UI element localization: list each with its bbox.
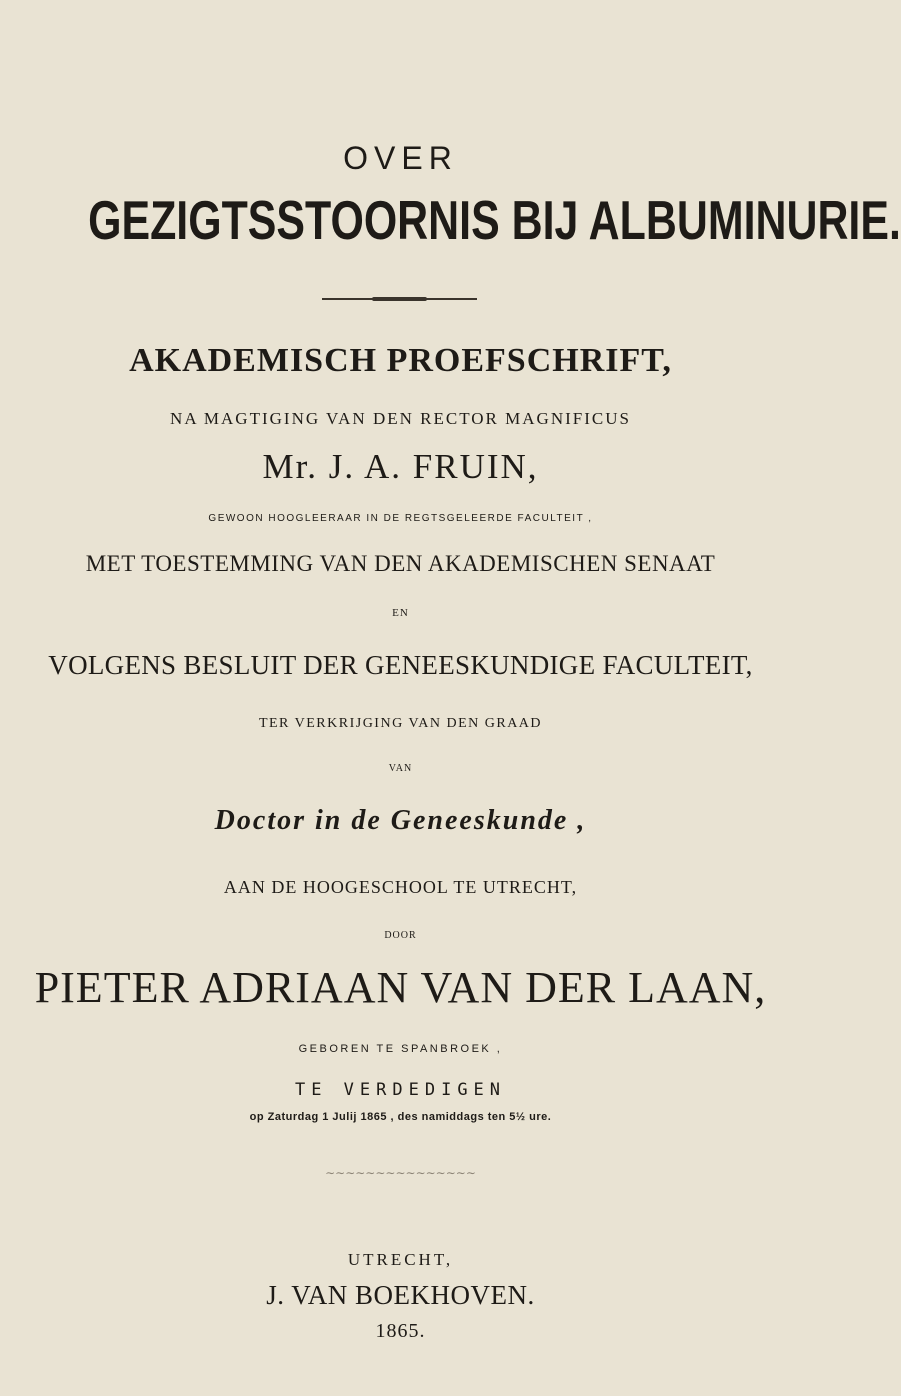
imprint-year: 1865.: [375, 1320, 426, 1342]
author-name: PIETER ADRIAAN VAN DER LAAN,: [34, 963, 767, 1012]
door-line: DOOR: [384, 930, 417, 941]
subtitle: AKADEMISCH PROEFSCHRIFT,: [129, 342, 672, 379]
doctor-degree: Doctor in de Geneeskunde ,: [214, 805, 587, 836]
title-divider-center: [372, 297, 427, 301]
rector-title: GEWOON HOOGLEERAAR IN DE REGTSGELEERDE FACULTEIT ,: [208, 513, 593, 524]
authorization-line: NA MAGTIGING VAN DEN RECTOR MAGNIFICUS: [170, 409, 631, 428]
consent-line: MET TOESTEMMING VAN DEN AKADEMISCHEN SENAAT: [85, 551, 716, 576]
imprint-publisher: J. VAN BOEKHOVEN.: [266, 1280, 535, 1310]
van-line: VAN: [388, 763, 413, 774]
school-line: AAN DE HOOGESCHOOL TE UTRECHT,: [223, 877, 578, 897]
thesis-title: GEZIGTSSTOORNIS BIJ ALBUMINURIE.: [88, 189, 901, 251]
defense-heading: TE VERDEDIGEN: [294, 1080, 507, 1100]
author-birthplace: GEBOREN TE SPANBROEK ,: [298, 1043, 503, 1055]
faculty-line: VOLGENS BESLUIT DER GENEESKUNDIGE FACULTEIT,: [48, 650, 753, 680]
heading-over: OVER: [343, 140, 458, 176]
rector-name: Mr. J. A. FRUIN,: [262, 447, 539, 486]
ornament-divider: ∼∼∼∼∼∼∼∼∼∼∼∼∼∼∼: [325, 1166, 476, 1180]
degree-line: TER VERKRIJGING VAN DEN GRAAD: [258, 716, 543, 731]
imprint-city: UTRECHT,: [347, 1250, 454, 1269]
defense-date: op Zaturdag 1 Julij 1865 , des namiddags ten 5½ ure.: [249, 1111, 552, 1123]
conjunction: EN: [392, 607, 409, 619]
